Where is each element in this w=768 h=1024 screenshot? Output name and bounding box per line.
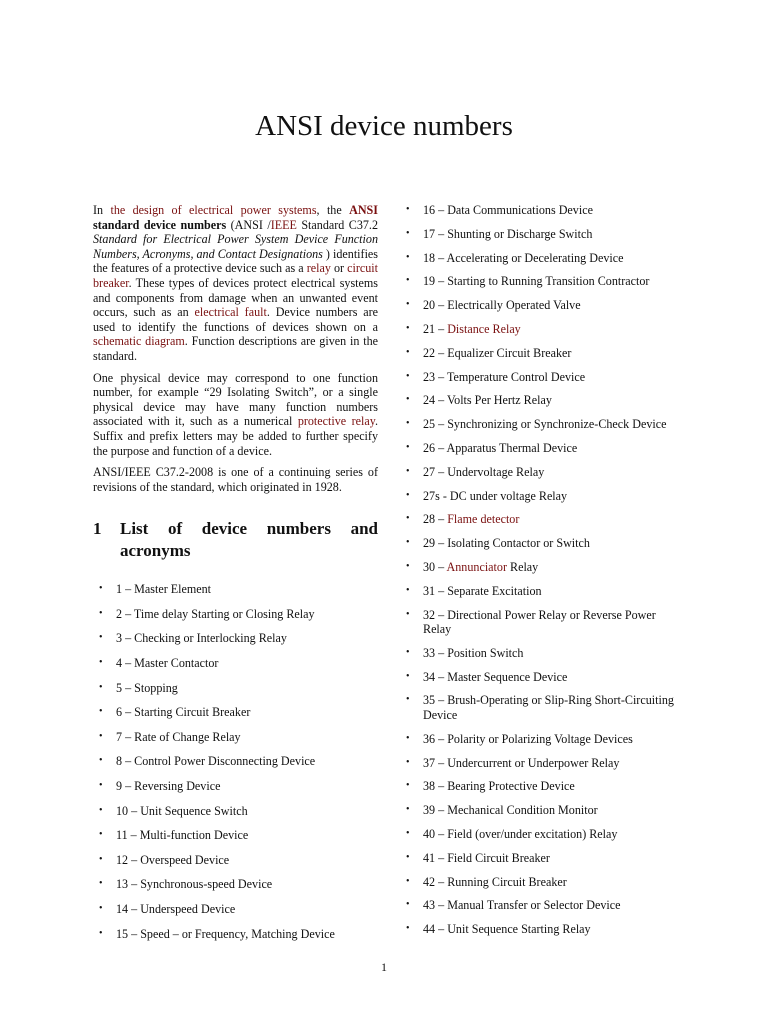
bullet-icon: • [406,756,410,768]
page-title: ANSI device numbers [255,110,513,142]
text: , the [316,203,350,217]
item-text: 10 – Unit Sequence Switch [116,803,248,818]
list-item [93,902,378,917]
item-text: 42 – Running Circuit Breaker [423,874,567,889]
list-item [93,877,378,892]
list-item [400,732,685,747]
bullet-icon: • [99,607,103,619]
list-item [93,927,378,942]
item-text: 26 – Apparatus Thermal Device [423,440,578,455]
list-item [400,346,685,361]
item-text: 14 – Underspeed Device [116,902,236,916]
list-item [93,656,378,671]
link-protective-relay[interactable]: protective relay [297,414,375,429]
bullet-icon: • [99,927,103,939]
link-annunciator[interactable]: Annunciator [446,559,507,574]
bullet-icon: • [406,465,410,477]
bullet-icon: • [406,804,410,816]
item-text: 11 – Multi-function Device [116,828,249,843]
link-circuit-breaker[interactable]: circuit breaker [93,261,378,290]
text: . These types of devices protect electrical systems and components from damage when an unwanted event occurs, such as an [93,275,378,320]
item-text: 16 – Data Communications Device [423,203,593,217]
list-item [400,922,685,937]
bullet-icon: • [406,394,410,406]
section-title: List of device numbers and acronyms [120,519,378,561]
bullet-icon: • [99,853,103,865]
list-item [400,646,685,661]
item-text: 2 – Time delay Starting or Closing Relay [116,606,315,621]
list-item [400,560,685,575]
bullet-icon: • [406,370,410,382]
list-item [93,607,378,622]
bullet-icon: • [99,903,103,914]
link-ansi[interactable]: ANSI [349,203,378,217]
list-item [93,681,378,696]
item-text: 18 – Accelerating or Decelerating Device [423,250,624,265]
item-text: 20 – Electrically Operated Valve [423,298,581,313]
item-text: 17 – Shunting or Discharge Switch [423,226,593,241]
bullet-icon: • [406,227,410,239]
list-item [93,828,378,843]
item-text: 35 – Brush-Operating or Slip-Ring Short-Circuiting Device [423,693,674,722]
link-schematic-diagram[interactable]: schematic diagram [93,334,185,349]
item-text: 37 – Undercurrent or Underpower Relay [423,755,620,770]
item-text: 41 – Field Circuit Breaker [423,850,550,865]
item-text: 21 – [423,321,448,336]
bullet-icon: • [406,560,410,572]
item-text: 43 – Manual Transfer or Selector Device [423,898,621,913]
list-item [400,670,685,685]
list-item [93,705,378,720]
bullet-icon: • [99,706,103,718]
item-text: 32 – Directional Power Relay or Reverse Power Relay [423,607,656,637]
bullet-icon: • [406,732,410,744]
item-text: 3 – Checking or Interlocking Relay [116,631,287,646]
list-item [93,754,378,769]
text: . Suffix and prefix letters may be added to further specify the purpose and function of a device. [93,414,378,458]
bullet-icon: • [99,657,103,669]
item-text: 5 – Stopping [116,680,178,695]
bullet-icon: • [406,489,410,501]
bullet-icon: • [406,299,410,311]
list-item [93,730,378,745]
intro-paragraph-3: ANSI/IEEE C37.2-2008 is one of a continuing series of revisions of the standard, which originated in 1928. [93,465,378,494]
page-number: 1 [381,960,387,974]
text: Standard C37.2 [296,217,378,232]
list-item [400,274,685,289]
device-list-left [93,582,378,941]
list-item [400,779,685,794]
bullet-icon: • [406,441,410,453]
standard-title: Standard for Electrical Power System Device Function Numbers, Acronyms, and Contact Designations [93,232,378,261]
text: In [93,203,111,217]
list-item [400,203,685,218]
item-text: 29 – Isolating Contactor or Switch [423,536,590,551]
list-item [400,756,685,771]
item-text: 6 – Starting Circuit Breaker [116,705,251,720]
section-heading [93,518,378,562]
text: . Device numbers are used to identify the functions of devices shown on a [93,305,378,334]
item-text: 34 – Master Sequence Device [423,669,568,684]
section-number: 1 [93,519,102,539]
bullet-icon: • [406,670,410,682]
bullet-icon: • [406,346,410,358]
bullet-icon: • [99,583,103,595]
list-item [400,370,685,385]
right-column [400,203,685,946]
bullet-icon: • [406,923,410,935]
bullet-icon: • [406,827,410,839]
list-item [400,584,685,599]
link-flame-detector[interactable]: Flame detector [447,512,520,527]
item-text: 28 – [423,512,448,527]
list-item [400,393,685,408]
item-text: 4 – Master Contactor [116,656,219,671]
item-text: 8 – Control Power Disconnecting Device [116,754,316,769]
item-text: 9 – Reversing Device [116,779,221,794]
list-item [400,417,685,432]
bullet-icon: • [99,780,103,792]
item-text: 12 – Overspeed Device [116,852,230,867]
bullet-icon: • [406,899,410,911]
item-text: 30 – [423,559,447,574]
list-item [93,804,378,819]
bullet-icon: • [406,608,410,620]
bullet-icon: • [99,829,103,841]
bullet-icon: • [406,780,410,792]
list-item [400,851,685,866]
bullet-icon: • [99,632,103,644]
item-text: 23 – Temperature Control Device [423,369,586,384]
link-design-of-electrical-power-systems[interactable]: the design of electrical power systems [110,203,317,217]
bullet-icon: • [406,537,410,549]
bullet-icon: • [406,204,410,215]
text: . Function descriptions are given in the standard. [93,334,378,363]
bullet-icon: • [406,584,410,596]
item-text: 13 – Synchronous-speed Device [116,877,273,892]
list-item [400,827,685,842]
list-item [400,608,685,637]
list-item [400,489,685,504]
bullet-icon: • [99,681,103,693]
list-item [93,779,378,794]
item-text: 40 – Field (over/under excitation) Relay [423,826,618,841]
text: ) identifies the features of a protective device such as a [93,246,378,276]
bullet-icon: • [99,755,103,767]
item-text: 27 – Undervoltage Relay [423,464,545,479]
item-text: 15 – Speed – or Frequency, Matching Device [116,926,335,941]
device-list-right [400,203,685,937]
item-text: 7 – Rate of Change Relay [116,729,241,744]
bullet-icon: • [99,878,103,890]
link-distance-relay[interactable]: Distance Relay [447,321,521,336]
item-text: 44 – Unit Sequence Starting Relay [423,922,591,937]
list-item [400,251,685,266]
item-text: 31 – Separate Excitation [423,583,542,598]
item-text: 27s - DC under voltage Relay [423,488,568,503]
list-item [93,631,378,646]
link-ieee[interactable]: IEEE [270,217,297,232]
bullet-icon: • [406,646,410,658]
item-text: 22 – Equalizer Circuit Breaker [423,345,572,360]
item-text: 1 – Master Element [116,582,212,597]
bullet-icon: • [406,275,410,287]
bullet-icon: • [406,875,410,887]
item-text: Relay [506,559,539,574]
link-electrical-fault[interactable]: electrical fault [194,305,267,320]
list-item [400,441,685,456]
item-text: 24 – Volts Per Hertz Relay [423,393,552,408]
list-item [400,803,685,818]
bullet-icon: • [406,694,410,706]
bullet-icon: • [99,804,103,816]
list-item [93,853,378,868]
list-item [400,512,685,527]
list-item [400,693,685,722]
item-text: 36 – Polarity or Polarizing Voltage Devices [423,731,633,746]
intro-paragraph-1 [93,203,378,364]
text: (ANSI / [226,217,271,232]
list-item [400,465,685,480]
bullet-icon: • [406,251,410,263]
intro-paragraph-2 [93,371,378,459]
list-item [93,582,378,597]
list-item [400,898,685,913]
list-item [400,298,685,313]
left-column [93,203,378,951]
item-text: 39 – Mechanical Condition Monitor [423,803,598,818]
text: or [330,261,348,276]
bullet-icon: • [406,851,410,863]
list-item [400,536,685,551]
bullet-icon: • [406,513,410,525]
bullet-icon: • [406,418,410,430]
list-item [400,227,685,242]
text: One physical device may correspond to one function number, for example “29 Isolating Switch”, or a single physical device may have many function numbers associated with it, such as a numerical [93,370,378,429]
link-relay[interactable]: relay [306,261,331,276]
bold-term: standard device numbers [93,217,227,232]
item-text: 25 – Synchronizing or Synchronize-Check Device [423,417,667,432]
list-item [400,875,685,890]
bullet-icon: • [99,730,103,742]
bullet-icon: • [406,322,410,334]
item-text: 33 – Position Switch [423,645,524,660]
item-text: 38 – Bearing Protective Device [423,779,575,794]
item-text: 19 – Starting to Running Transition Contractor [423,274,650,289]
list-item [400,322,685,337]
